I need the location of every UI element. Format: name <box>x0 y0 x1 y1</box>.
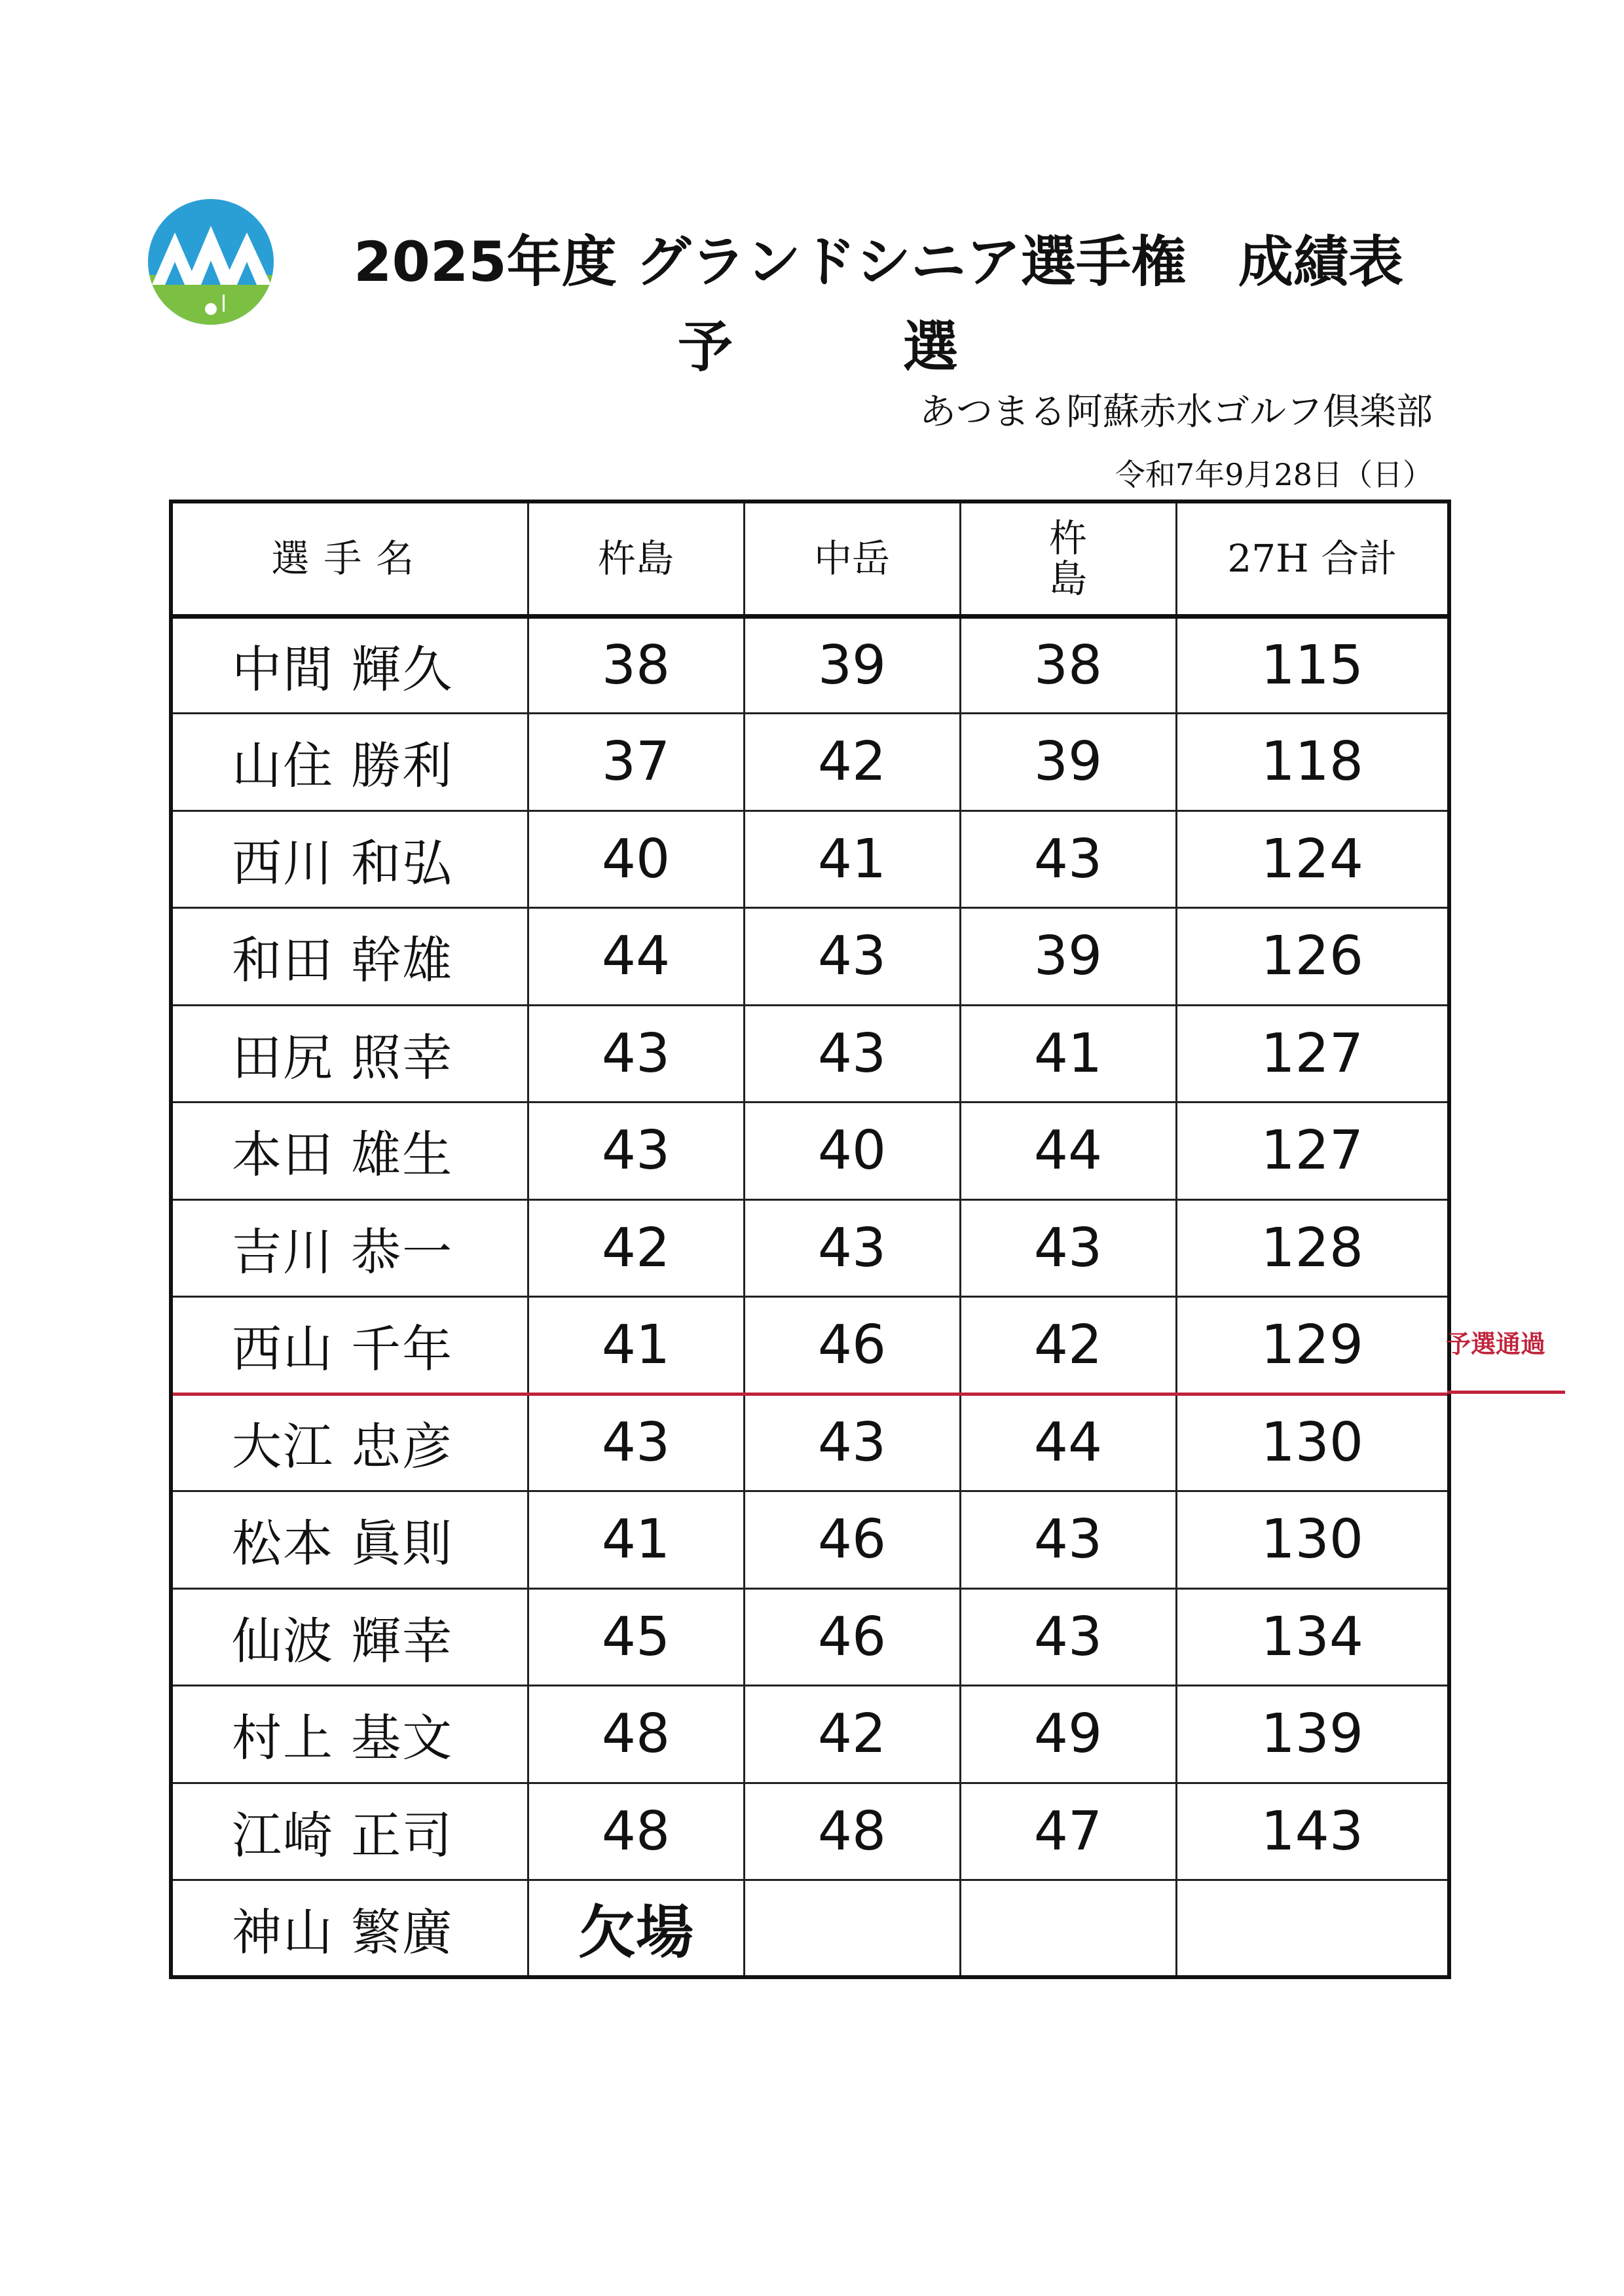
event-date: 令和7年9月28日（日） <box>1115 457 1433 492</box>
score-total-cell: 126 <box>1176 908 1449 1006</box>
score-course-3-cell: 39 <box>960 714 1176 811</box>
score-course-2-cell: 43 <box>744 908 960 1006</box>
score-course-3-cell: 42 <box>960 1297 1176 1394</box>
score-total-cell: 134 <box>1176 1588 1449 1686</box>
score-course-2-cell <box>744 1880 960 1978</box>
table-row <box>171 1880 1449 1978</box>
score-course-1-cell: 45 <box>528 1588 744 1686</box>
player-name-cell: 本田 雄生 <box>171 1102 528 1200</box>
score-total-cell: 115 <box>1176 616 1449 714</box>
score-course-1-cell: 44 <box>528 908 744 1006</box>
table-row <box>171 1102 1449 1200</box>
table-row <box>171 908 1449 1006</box>
column-header-player: 選手名 <box>171 501 528 616</box>
score-course-3-cell: 39 <box>960 908 1176 1006</box>
score-course-3-cell: 41 <box>960 1005 1176 1102</box>
score-course-1-cell: 41 <box>528 1491 744 1589</box>
table-row <box>171 714 1449 811</box>
score-course-2-cell: 40 <box>744 1102 960 1200</box>
score-course-2-cell: 41 <box>744 811 960 908</box>
player-name-cell: 西山 千年 <box>171 1297 528 1394</box>
page-title-suffix: 成績表 <box>1238 230 1404 294</box>
score-course-3-cell <box>960 1880 1176 1978</box>
table-row <box>171 1686 1449 1783</box>
score-course-1-cell: 48 <box>528 1686 744 1783</box>
score-course-3-cell: 44 <box>960 1394 1176 1491</box>
score-course-1-cell: 40 <box>528 811 744 908</box>
score-course-1-cell: 48 <box>528 1783 744 1880</box>
cut-line <box>1447 1391 1565 1394</box>
score-course-3-cell: 43 <box>960 811 1176 908</box>
score-course-2-cell: 43 <box>744 1394 960 1491</box>
table-row <box>171 616 1449 714</box>
player-name-cell: 和田 幹雄 <box>171 908 528 1006</box>
score-total-cell: 129 <box>1176 1297 1449 1394</box>
round-subtitle: 予選 <box>678 315 1129 379</box>
score-total-cell: 128 <box>1176 1199 1449 1297</box>
page-title <box>354 223 1404 301</box>
score-course-3-cell: 38 <box>960 616 1176 714</box>
results-table <box>169 500 1451 1979</box>
player-name-cell: 吉川 恭一 <box>171 1199 528 1297</box>
table-row <box>171 1199 1449 1297</box>
player-name-cell: 村上 基文 <box>171 1686 528 1783</box>
score-course-1-cell: 41 <box>528 1297 744 1394</box>
player-name-cell: 山住 勝利 <box>171 714 528 811</box>
player-name-cell: 西川 和弘 <box>171 811 528 908</box>
score-course-2-cell: 46 <box>744 1588 960 1686</box>
table-row <box>171 1297 1449 1394</box>
score-course-1-cell: 43 <box>528 1394 744 1491</box>
table-row <box>171 1588 1449 1686</box>
score-total-cell: 127 <box>1176 1102 1449 1200</box>
player-name-cell: 松本 眞則 <box>171 1491 528 1589</box>
header-row <box>171 501 1449 616</box>
score-course-3-cell: 43 <box>960 1588 1176 1686</box>
table-row <box>171 811 1449 908</box>
column-header-total: 27H 合計 <box>1176 501 1449 616</box>
score-course-1-cell: 38 <box>528 616 744 714</box>
score-course-1-cell: 43 <box>528 1005 744 1102</box>
column-header-course-2: 中岳 <box>744 501 960 616</box>
score-course-1-cell: 37 <box>528 714 744 811</box>
table-row <box>171 1394 1449 1491</box>
player-name-cell: 神山 繁廣 <box>171 1880 528 1978</box>
score-total-cell <box>1176 1880 1449 1978</box>
score-total-cell: 143 <box>1176 1783 1449 1880</box>
score-course-2-cell: 42 <box>744 1686 960 1783</box>
score-total-cell: 130 <box>1176 1394 1449 1491</box>
score-course-2-cell: 43 <box>744 1199 960 1297</box>
score-course-1-cell: 43 <box>528 1102 744 1200</box>
table-row <box>171 1491 1449 1589</box>
player-name-cell: 大江 忠彦 <box>171 1394 528 1491</box>
player-name-cell: 江崎 正司 <box>171 1783 528 1880</box>
column-header-course-3-label: 杵島 <box>1048 515 1087 601</box>
score-total-cell: 124 <box>1176 811 1449 908</box>
player-name-cell: 仙波 輝幸 <box>171 1588 528 1686</box>
score-course-3-cell: 49 <box>960 1686 1176 1783</box>
score-course-1-cell: 42 <box>528 1199 744 1297</box>
score-course-2-cell: 39 <box>744 616 960 714</box>
score-course-1-cell: 欠場 <box>528 1880 744 1978</box>
column-header-course-1: 杵島 <box>528 501 744 616</box>
cut-label: 予選通過 <box>1446 1330 1546 1358</box>
score-course-2-cell: 42 <box>744 714 960 811</box>
score-total-cell: 118 <box>1176 714 1449 811</box>
column-header-course-3 <box>960 501 1176 616</box>
player-name-cell: 中間 輝久 <box>171 616 528 714</box>
score-course-3-cell: 47 <box>960 1783 1176 1880</box>
score-total-cell: 127 <box>1176 1005 1449 1102</box>
score-total-cell: 130 <box>1176 1491 1449 1589</box>
player-name-cell: 田尻 照幸 <box>171 1005 528 1102</box>
score-course-3-cell: 43 <box>960 1199 1176 1297</box>
table-row <box>171 1783 1449 1880</box>
table-row <box>171 1005 1449 1102</box>
venue-name: あつまる阿蘇赤水ゴルフ倶楽部 <box>919 391 1433 433</box>
score-total-cell: 139 <box>1176 1686 1449 1783</box>
score-course-2-cell: 46 <box>744 1297 960 1394</box>
page-title-main: 2025年度 グランドシニア選手権 <box>354 230 1187 294</box>
score-course-3-cell: 44 <box>960 1102 1176 1200</box>
score-course-2-cell: 48 <box>744 1783 960 1880</box>
club-logo-icon <box>145 196 276 327</box>
score-course-2-cell: 43 <box>744 1005 960 1102</box>
score-course-3-cell: 43 <box>960 1491 1176 1589</box>
score-course-2-cell: 46 <box>744 1491 960 1589</box>
